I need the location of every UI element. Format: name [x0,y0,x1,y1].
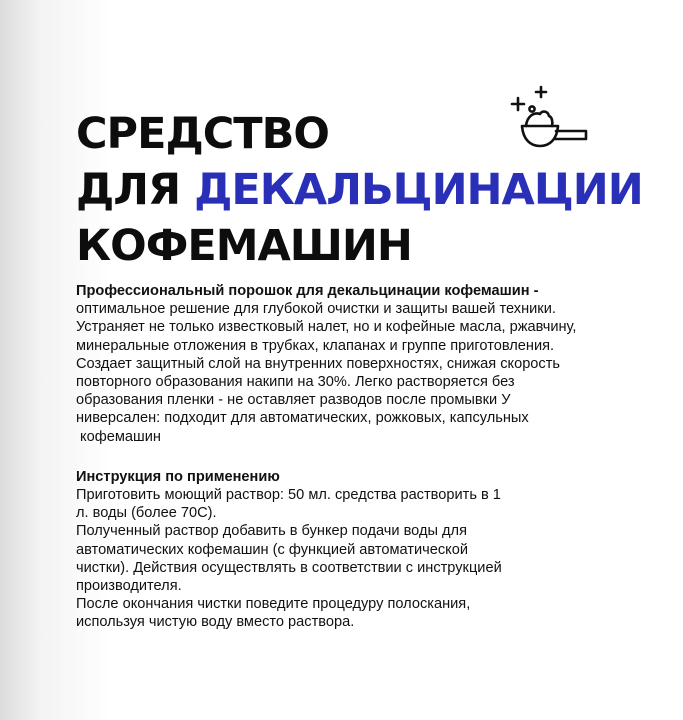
product-description [76,282,616,632]
instructions-line: л. воды (более 70С). [76,505,217,522]
instructions-line: Полученный раствор добавить в бункер подачи воды для [76,523,467,540]
sparkle-icon [512,98,524,110]
sparkle-icon [536,87,546,97]
description-line: Создает защитный слой на внутренних поверхностях, снижая скорость [76,355,561,372]
instructions-line: После окончания чистки поведите процедуру полоскания, [76,596,471,613]
title-line-2 [76,162,643,218]
description-line: кофемашин [76,428,161,445]
instructions-line: используя чистую воду вместо раствора. [76,614,355,631]
title-line-2-plain: ДЛЯ [76,165,195,215]
title-line-2-accent: ДЕКАЛЬЦИНАЦИИ [194,165,643,215]
description-line: образования пленки - не оставляет разводов после промывки У [76,392,511,409]
title-line-3: КОФЕМАШИН [76,221,412,271]
instructions-line: чистки). Действия осуществлять в соответствии с инструкцией [76,559,502,576]
description-line: минеральные отложения в трубках, клапанах и группе приготовления. [76,337,555,354]
measuring-scoop-icon [508,84,588,154]
instructions-line: Приготовить моющий раствор: 50 мл. средства растворить в 1 [76,487,501,504]
description-line: повторного образования накипи на 30%. Легко растворяется без [76,374,515,391]
instructions-line: автоматических кофемашин (с функцией автоматической [76,541,468,558]
title-line-1: СРЕДСТВО [76,109,329,159]
instructions-heading: Инструкция по применению [76,468,280,485]
description-line: Устраняет не только известковый налет, но и кофейные масла, ржавчину, [76,319,577,336]
description-lead: Профессиональный порошок для декальцинации кофемашин - [76,283,539,299]
scoop-bowl-icon [522,126,558,146]
instructions-line: производителя. [76,578,182,595]
scoop-handle-icon [554,131,586,139]
powder-heap-icon [526,112,552,126]
description-line: оптимальное решение для глубокой очистки и защиты вашей техники. [76,301,556,318]
dot-icon [529,106,534,111]
description-line: ниверсален: подходит для автоматических, рожковых, капсульных [76,410,529,427]
